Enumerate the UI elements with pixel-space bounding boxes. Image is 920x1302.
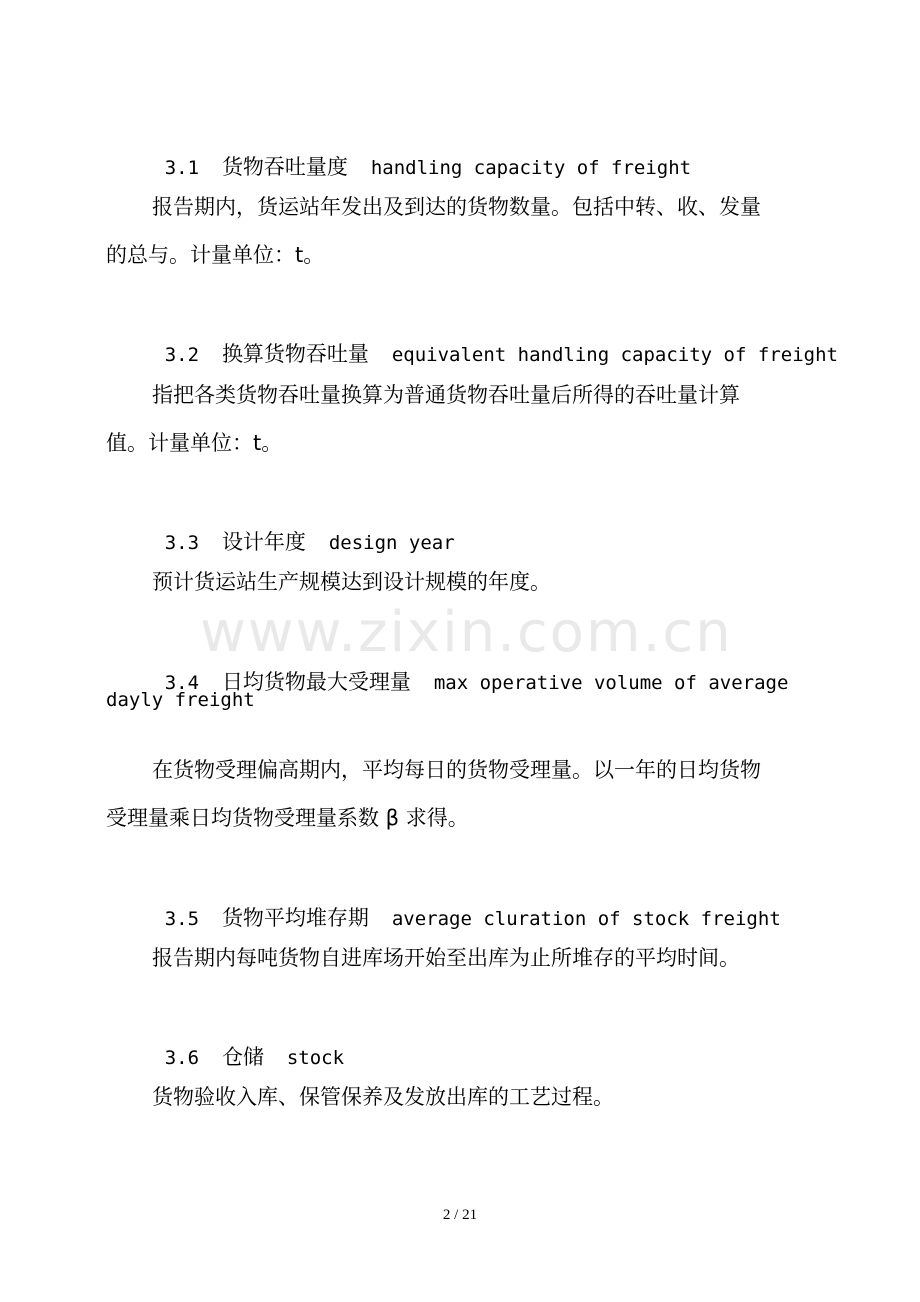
section-heading-3-5: [152, 873, 816, 930]
definition-line: 的总与。计量单位：t。: [106, 243, 325, 267]
definition-line: 受理量乘日均货物受理量系数 β 求得。: [106, 806, 469, 830]
section-number: 3.3: [164, 532, 200, 554]
definition-line: 货物验收入库、保管保养及发放出库的工艺过程。: [152, 1085, 614, 1109]
definition-line: 预计货运站生产规模达到设计规模的年度。: [152, 570, 551, 594]
watermark: www.zixin.com.cn: [200, 600, 733, 665]
definition-line: 指把各类货物吞吐量换算为普通货物吞吐量后所得的吞吐量计算: [152, 383, 740, 407]
section-number: 3.4: [164, 672, 200, 694]
section-heading-3-6: [152, 1012, 816, 1069]
definition-line: 在货物受理偏高期内，平均每日的货物受理量。以一年的日均货物: [152, 758, 761, 782]
section-heading-3-4: [152, 637, 816, 694]
term-chinese: 换算货物吞吐量: [221, 342, 369, 366]
term-english: stock: [286, 1047, 345, 1069]
section-heading-3-3: [152, 497, 816, 554]
section-number: 3.2: [164, 344, 200, 366]
definition-line: 报告期内每吨货物自进库场开始至出库为止所堆存的平均时间。: [152, 946, 740, 970]
term-english: equivalent handling capacity of freight: [391, 344, 838, 366]
term-chinese: 日均货物最大受理量: [221, 670, 411, 694]
term-english: handling capacity of freight: [370, 157, 692, 179]
term-english: average cluration of stock freight: [391, 908, 781, 930]
section-number: 3.1: [164, 157, 200, 179]
term-english: max operative volume of average: [433, 672, 789, 694]
term-english-continued: dayly freight: [106, 689, 255, 711]
term-english: design year: [328, 532, 455, 554]
definition-line: 值。计量单位：t。: [106, 431, 283, 455]
term-chinese: 货物平均堆存期: [221, 906, 369, 930]
term-chinese: 仓储: [221, 1045, 264, 1069]
term-chinese: 设计年度: [221, 530, 306, 554]
term-chinese: 货物吞吐量度: [221, 155, 348, 179]
definition-line: 报告期内，货运站年发出及到达的货物数量。包括中转、收、发量: [152, 195, 761, 219]
section-number: 3.6: [164, 1047, 200, 1069]
page-number: 2 / 21: [442, 1207, 478, 1223]
section-heading-3-2: [152, 309, 838, 366]
section-number: 3.5: [164, 908, 200, 930]
section-heading-3-1: [152, 122, 816, 179]
